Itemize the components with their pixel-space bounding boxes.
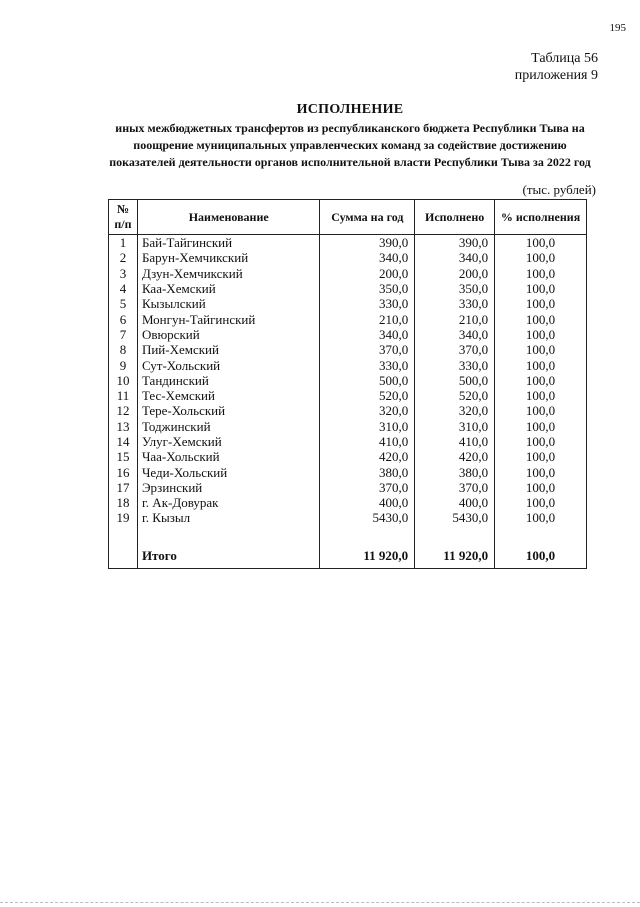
table-row bbox=[109, 296, 587, 311]
table-row bbox=[109, 388, 587, 403]
row-number: 16 bbox=[109, 464, 138, 479]
document-title: ИСПОЛНЕНИЕ bbox=[296, 102, 404, 117]
row-name: Бай-Тайгинский bbox=[137, 235, 320, 251]
row-number: 3 bbox=[109, 266, 138, 281]
row-number: 1 bbox=[109, 235, 138, 251]
col-header-number: № п/п bbox=[109, 200, 138, 235]
row-done: 350,0 bbox=[415, 281, 495, 296]
table-header-row bbox=[109, 200, 587, 235]
row-percent: 100,0 bbox=[495, 235, 587, 251]
row-name: Чаа-Хольский bbox=[137, 449, 320, 464]
table-row bbox=[109, 510, 587, 525]
row-number: 4 bbox=[109, 281, 138, 296]
row-number: 6 bbox=[109, 311, 138, 326]
row-name: Тес-Хемский bbox=[137, 388, 320, 403]
row-percent: 100,0 bbox=[495, 495, 587, 510]
row-sum: 200,0 bbox=[320, 266, 415, 281]
row-done: 400,0 bbox=[415, 495, 495, 510]
row-sum: 340,0 bbox=[320, 250, 415, 265]
row-sum: 210,0 bbox=[320, 311, 415, 326]
row-percent: 100,0 bbox=[495, 480, 587, 495]
page-number: 195 bbox=[609, 22, 626, 34]
table-ref-line2: приложения 9 bbox=[514, 68, 598, 83]
row-number: 13 bbox=[109, 419, 138, 434]
row-sum: 370,0 bbox=[320, 480, 415, 495]
table-row bbox=[109, 419, 587, 434]
row-name: Эрзинский bbox=[137, 480, 320, 495]
table-row bbox=[109, 235, 587, 251]
row-percent: 100,0 bbox=[495, 311, 587, 326]
row-number: 2 bbox=[109, 250, 138, 265]
row-percent: 100,0 bbox=[495, 510, 587, 525]
footer-divider bbox=[0, 902, 640, 903]
row-percent: 100,0 bbox=[495, 250, 587, 265]
total-percent: 100,0 bbox=[495, 548, 587, 569]
row-number: 18 bbox=[109, 495, 138, 510]
row-sum: 410,0 bbox=[320, 434, 415, 449]
row-sum: 390,0 bbox=[320, 235, 415, 251]
row-done: 310,0 bbox=[415, 419, 495, 434]
col-header-sum: Сумма на год bbox=[320, 200, 415, 235]
row-number: 5 bbox=[109, 296, 138, 311]
row-done: 390,0 bbox=[415, 235, 495, 251]
row-sum: 520,0 bbox=[320, 388, 415, 403]
row-done: 520,0 bbox=[415, 388, 495, 403]
row-percent: 100,0 bbox=[495, 266, 587, 281]
row-number: 12 bbox=[109, 403, 138, 418]
col-header-name: Наименование bbox=[137, 200, 320, 235]
row-percent: 100,0 bbox=[495, 403, 587, 418]
row-done: 330,0 bbox=[415, 296, 495, 311]
spacer-row bbox=[109, 526, 587, 548]
row-number: 15 bbox=[109, 449, 138, 464]
row-sum: 330,0 bbox=[320, 296, 415, 311]
row-done: 370,0 bbox=[415, 480, 495, 495]
row-sum: 5430,0 bbox=[320, 510, 415, 525]
row-percent: 100,0 bbox=[495, 373, 587, 388]
spacer-cell bbox=[495, 526, 587, 548]
row-done: 500,0 bbox=[415, 373, 495, 388]
row-name: Кызылский bbox=[137, 296, 320, 311]
total-number bbox=[109, 548, 138, 569]
document-subtitle: иных межбюджетных трансфертов из республиканского бюджета Республики Тыва на поощрение муниципальных управленческих команд за содействие достижению показателей деятельности органов исполнительной власти Республики Тыва за 2022 год bbox=[109, 121, 591, 169]
row-done: 370,0 bbox=[415, 342, 495, 357]
row-percent: 100,0 bbox=[495, 388, 587, 403]
row-name: Монгун-Тайгинский bbox=[137, 311, 320, 326]
row-number: 14 bbox=[109, 434, 138, 449]
table-row bbox=[109, 281, 587, 296]
row-percent: 100,0 bbox=[495, 296, 587, 311]
row-name: Овюрский bbox=[137, 327, 320, 342]
spacer-cell bbox=[320, 526, 415, 548]
spacer-cell bbox=[415, 526, 495, 548]
row-sum: 380,0 bbox=[320, 464, 415, 479]
row-done: 410,0 bbox=[415, 434, 495, 449]
row-percent: 100,0 bbox=[495, 434, 587, 449]
row-sum: 500,0 bbox=[320, 373, 415, 388]
table-row bbox=[109, 495, 587, 510]
execution-table bbox=[108, 199, 587, 569]
table-row bbox=[109, 357, 587, 372]
row-done: 330,0 bbox=[415, 357, 495, 372]
row-done: 340,0 bbox=[415, 250, 495, 265]
table-row bbox=[109, 434, 587, 449]
table-row bbox=[109, 327, 587, 342]
row-name: г. Ак-Довурак bbox=[137, 495, 320, 510]
row-name: Пий-Хемский bbox=[137, 342, 320, 357]
row-number: 9 bbox=[109, 357, 138, 372]
total-done: 11 920,0 bbox=[415, 548, 495, 569]
total-sum: 11 920,0 bbox=[320, 548, 415, 569]
row-name: Чеди-Хольский bbox=[137, 464, 320, 479]
row-name: Тандинский bbox=[137, 373, 320, 388]
row-number: 19 bbox=[109, 510, 138, 525]
total-label: Итого bbox=[137, 548, 320, 569]
table-row bbox=[109, 342, 587, 357]
row-number: 10 bbox=[109, 373, 138, 388]
col-header-percent: % исполнения bbox=[495, 200, 587, 235]
row-name: Сут-Хольский bbox=[137, 357, 320, 372]
table-ref-line1: Таблица 56 bbox=[531, 51, 598, 66]
units-label: (тыс. рублей) bbox=[522, 182, 596, 197]
row-percent: 100,0 bbox=[495, 327, 587, 342]
row-name: Барун-Хемчикский bbox=[137, 250, 320, 265]
row-done: 200,0 bbox=[415, 266, 495, 281]
table-reference bbox=[515, 50, 598, 84]
row-name: Улуг-Хемский bbox=[137, 434, 320, 449]
spacer-cell bbox=[109, 526, 138, 548]
row-percent: 100,0 bbox=[495, 281, 587, 296]
row-percent: 100,0 bbox=[495, 342, 587, 357]
row-number: 11 bbox=[109, 388, 138, 403]
row-sum: 420,0 bbox=[320, 449, 415, 464]
row-number: 8 bbox=[109, 342, 138, 357]
table-row bbox=[109, 403, 587, 418]
row-number: 17 bbox=[109, 480, 138, 495]
row-sum: 320,0 bbox=[320, 403, 415, 418]
table-body bbox=[109, 235, 587, 569]
table-row bbox=[109, 464, 587, 479]
row-sum: 350,0 bbox=[320, 281, 415, 296]
table-row bbox=[109, 449, 587, 464]
row-sum: 330,0 bbox=[320, 357, 415, 372]
row-sum: 400,0 bbox=[320, 495, 415, 510]
row-done: 420,0 bbox=[415, 449, 495, 464]
row-done: 5430,0 bbox=[415, 510, 495, 525]
row-number: 7 bbox=[109, 327, 138, 342]
row-done: 320,0 bbox=[415, 403, 495, 418]
total-row bbox=[109, 548, 587, 569]
row-done: 340,0 bbox=[415, 327, 495, 342]
table-row bbox=[109, 480, 587, 495]
row-done: 380,0 bbox=[415, 464, 495, 479]
row-name: Тере-Хольский bbox=[137, 403, 320, 418]
row-percent: 100,0 bbox=[495, 357, 587, 372]
row-done: 210,0 bbox=[415, 311, 495, 326]
row-percent: 100,0 bbox=[495, 449, 587, 464]
row-percent: 100,0 bbox=[495, 464, 587, 479]
table-row bbox=[109, 311, 587, 326]
row-name: Дзун-Хемчикский bbox=[137, 266, 320, 281]
spacer-cell bbox=[137, 526, 320, 548]
row-sum: 340,0 bbox=[320, 327, 415, 342]
table-row bbox=[109, 250, 587, 265]
row-percent: 100,0 bbox=[495, 419, 587, 434]
col-header-done: Исполнено bbox=[415, 200, 495, 235]
row-name: Тоджинский bbox=[137, 419, 320, 434]
row-name: г. Кызыл bbox=[137, 510, 320, 525]
table-row bbox=[109, 373, 587, 388]
row-name: Каа-Хемский bbox=[137, 281, 320, 296]
row-sum: 310,0 bbox=[320, 419, 415, 434]
table-row bbox=[109, 266, 587, 281]
row-sum: 370,0 bbox=[320, 342, 415, 357]
